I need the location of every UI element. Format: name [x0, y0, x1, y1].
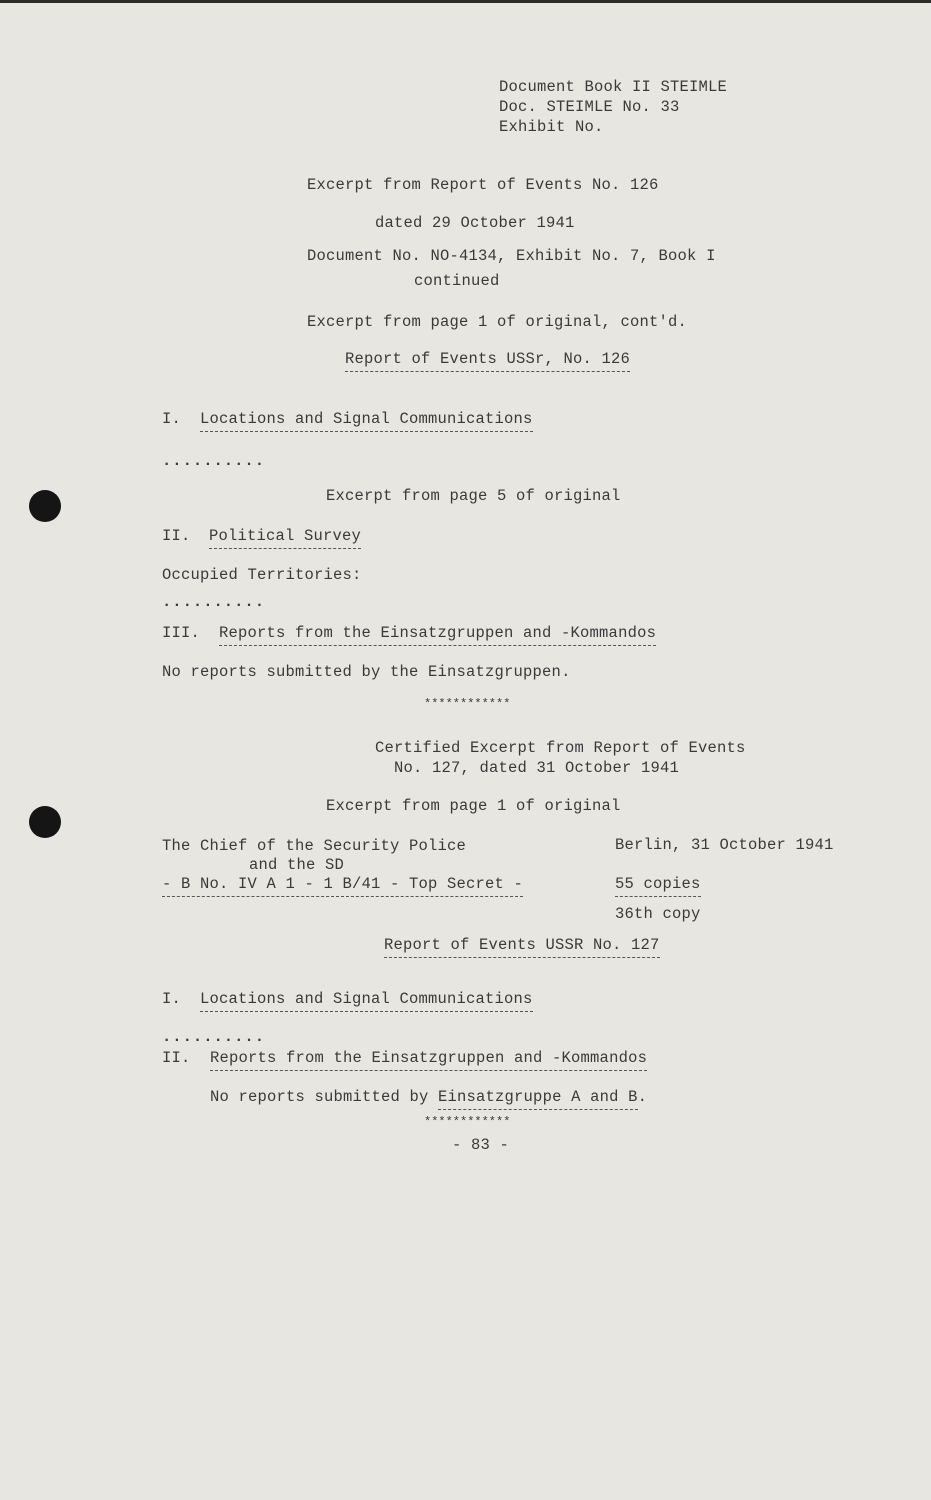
punch-hole-bottom — [29, 806, 61, 838]
no-reports-groups: Einsatzgruppe A and B — [438, 1088, 638, 1110]
excerpt1-ellipsis-1: .......... — [162, 452, 266, 470]
copy-number: 36th copy — [615, 905, 701, 923]
excerpt1-sec2-num: II. — [162, 527, 191, 545]
excerpt1-no-reports: No reports submitted by the Einsatzgruppen. — [162, 663, 571, 681]
excerpt1-sec3-num: III. — [162, 624, 201, 642]
excerpt1-dated: dated 29 October 1941 — [375, 214, 575, 232]
excerpt1-sec2-title: Political Survey — [209, 527, 361, 549]
excerpt1-report-title: Report of Events USSr, No. 126 — [345, 350, 630, 372]
excerpt2-no-reports — [210, 1088, 647, 1106]
excerpt1-page-note: Excerpt from page 1 of original, cont'd. — [307, 313, 688, 331]
excerpt1-separator: ************ — [424, 697, 511, 711]
location-date: Berlin, 31 October 1941 — [615, 836, 834, 854]
no-reports-prefix: No reports submitted by — [210, 1088, 439, 1106]
excerpt2-page-note: Excerpt from page 1 of original — [326, 797, 621, 815]
excerpt2-certified-line2: No. 127, dated 31 October 1941 — [394, 759, 680, 777]
chief-line1: The Chief of the Security Police — [162, 837, 467, 855]
chief-line2: and the SD — [249, 856, 345, 874]
top-edge — [0, 0, 931, 3]
copies-count: 55 copies — [615, 875, 701, 897]
header-exhibit: Exhibit No. — [499, 118, 604, 136]
excerpt1-sec1-title: Locations and Signal Communications — [200, 410, 533, 432]
header-doc-number: Doc. STEIMLE No. 33 — [499, 98, 680, 116]
reference-line: - B No. IV A 1 - 1 B/41 - Top Secret - — [162, 875, 523, 897]
excerpt2-sec2-title: Reports from the Einsatzgruppen and -Kommandos — [210, 1049, 647, 1071]
excerpt1-page5-note: Excerpt from page 5 of original — [326, 487, 621, 505]
header-doc-book: Document Book II STEIMLE — [499, 78, 728, 96]
excerpt1-title: Excerpt from Report of Events No. 126 — [307, 176, 659, 194]
excerpt1-docref: Document No. NO-4134, Exhibit No. 7, Book I — [307, 247, 716, 265]
excerpt1-sec1-num: I. — [162, 410, 182, 428]
punch-hole-top — [29, 490, 61, 522]
excerpt1-occupied: Occupied Territories: — [162, 566, 362, 584]
excerpt2-sec1-title: Locations and Signal Communications — [200, 990, 533, 1012]
excerpt2-sec2-num: II. — [162, 1049, 191, 1067]
excerpt1-ellipsis-2: .......... — [162, 593, 266, 611]
excerpt1-continued: continued — [414, 272, 500, 290]
page-number: - 83 - — [452, 1136, 510, 1154]
excerpt2-report-title: Report of Events USSR No. 127 — [384, 936, 660, 958]
no-reports-suffix: . — [637, 1088, 648, 1106]
excerpt2-ellipsis: .......... — [162, 1028, 266, 1046]
excerpt1-sec3-title: Reports from the Einsatzgruppen and -Kommandos — [219, 624, 656, 646]
excerpt2-certified-line1: Certified Excerpt from Report of Events — [375, 739, 746, 757]
excerpt2-separator: ************ — [424, 1115, 511, 1129]
excerpt2-sec1-num: I. — [162, 990, 182, 1008]
